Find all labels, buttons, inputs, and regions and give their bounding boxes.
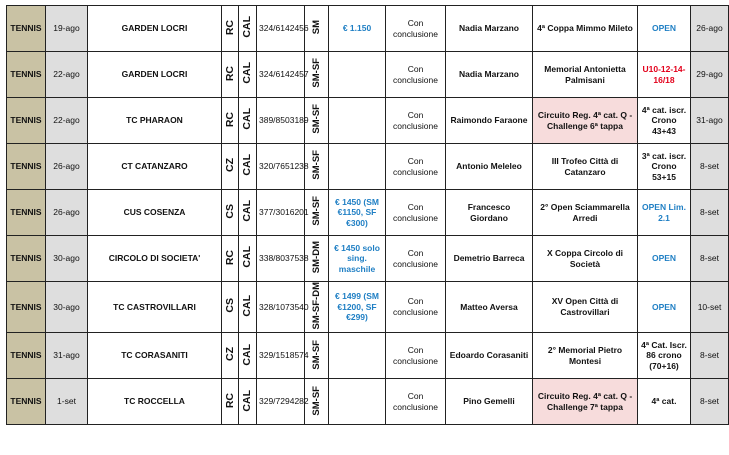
table-row (7, 379, 729, 425)
category-cell-text: SM (310, 20, 322, 35)
prize-money-cell: € 1450 (SM €1150, SF €300) (329, 190, 386, 236)
formula-cell: Con conclusione (386, 333, 446, 379)
open-limit-cell: 4ª cat. iscr. Crono 43+43 (638, 98, 691, 144)
referee-cell: Edoardo Corasaniti (446, 333, 533, 379)
province-cell (222, 190, 239, 236)
table-row (7, 236, 729, 282)
province-cell (222, 236, 239, 282)
referee-cell: Nadia Marzano (446, 6, 533, 52)
formula-cell: Con conclusione (386, 282, 446, 333)
end-date-cell: 8-set (691, 379, 729, 425)
open-limit-cell: 4ª Cat. Iscr. 86 crono (70+16) (638, 333, 691, 379)
referee-cell: Demetrio Barreca (446, 236, 533, 282)
event-name-cell: X Coppa Circolo di Società (533, 236, 638, 282)
end-date-cell: 8-set (691, 144, 729, 190)
province-cell-text: RC (224, 19, 236, 35)
phone-cell: 389/8503189 (257, 98, 305, 144)
open-limit-cell: U10-12-14-16/18 (638, 52, 691, 98)
region-cell (239, 144, 257, 190)
table-row (7, 6, 729, 52)
province-cell-text: RC (224, 249, 236, 265)
phone-cell: 338/8037538 (257, 236, 305, 282)
region-cell-text: CAL (241, 246, 253, 268)
region-cell (239, 236, 257, 282)
formula-cell: Con conclusione (386, 379, 446, 425)
table-row (7, 190, 729, 236)
prize-money-cell: € 1450 solo sing. maschile (329, 236, 386, 282)
phone-cell: 329/1518574 (257, 333, 305, 379)
phone-cell: 377/3016201 (257, 190, 305, 236)
start-date-cell: 19-ago (46, 6, 88, 52)
event-name-cell: 4ª Coppa Mimmo Mileto (533, 6, 638, 52)
region-cell (239, 98, 257, 144)
club-name-cell: TC CORASANITI (88, 333, 222, 379)
event-name-cell: Circuito Reg. 4ª cat. Q - Challenge 6ª tappa (533, 98, 638, 144)
category-cell-text: SM-SF (310, 339, 322, 370)
phone-cell: 320/7651238 (257, 144, 305, 190)
open-limit-cell: 4ª cat. (638, 379, 691, 425)
province-cell (222, 52, 239, 98)
sport-cell: TENNIS (7, 282, 46, 333)
phone-cell: 329/7294282 (257, 379, 305, 425)
start-date-cell: 22-ago (46, 98, 88, 144)
sport-cell: TENNIS (7, 98, 46, 144)
prize-money-cell: € 1499 (SM €1200, SF €299) (329, 282, 386, 333)
table-body (7, 6, 729, 425)
province-cell (222, 282, 239, 333)
province-cell (222, 144, 239, 190)
region-cell (239, 52, 257, 98)
club-name-cell: TC ROCCELLA (88, 379, 222, 425)
sport-cell: TENNIS (7, 144, 46, 190)
sport-cell: TENNIS (7, 52, 46, 98)
category-cell-text: SM-DM (310, 241, 322, 274)
category-cell-text: SM-SF-DM (310, 282, 322, 330)
province-cell-text: CS (224, 298, 236, 314)
end-date-cell: 10-set (691, 282, 729, 333)
prize-money-cell (329, 98, 386, 144)
region-cell-text: CAL (241, 154, 253, 176)
region-cell (239, 190, 257, 236)
open-limit-cell: 3ª cat. iscr. Crono 53+15 (638, 144, 691, 190)
province-cell (222, 379, 239, 425)
province-cell-text: CS (224, 203, 236, 219)
province-cell-text: RC (224, 65, 236, 81)
prize-money-cell (329, 144, 386, 190)
table-row (7, 333, 729, 379)
region-cell (239, 6, 257, 52)
end-date-cell: 26-ago (691, 6, 729, 52)
region-cell-text: CAL (241, 200, 253, 222)
club-name-cell: CUS COSENZA (88, 190, 222, 236)
category-cell-text: SM-SF (310, 196, 322, 226)
tournament-calendar-table (6, 5, 729, 425)
open-limit-cell: OPEN Lim. 2.1 (638, 190, 691, 236)
open-limit-cell: OPEN (638, 236, 691, 282)
prize-money-cell (329, 379, 386, 425)
club-name-cell: TC CASTROVILLARI (88, 282, 222, 333)
formula-cell: Con conclusione (386, 190, 446, 236)
province-cell-text: CZ (224, 158, 236, 173)
end-date-cell: 29-ago (691, 52, 729, 98)
event-name-cell: XV Open Città di Castrovillari (533, 282, 638, 333)
sport-cell: TENNIS (7, 190, 46, 236)
region-cell (239, 282, 257, 333)
club-name-cell: CIRCOLO DI SOCIETA' (88, 236, 222, 282)
start-date-cell: 30-ago (46, 236, 88, 282)
start-date-cell: 1-set (46, 379, 88, 425)
formula-cell: Con conclusione (386, 144, 446, 190)
formula-cell: Con conclusione (386, 98, 446, 144)
prize-money-cell (329, 333, 386, 379)
open-limit-cell: OPEN (638, 282, 691, 333)
region-cell-text: CAL (241, 389, 253, 412)
table-row (7, 282, 729, 333)
referee-cell: Raimondo Faraone (446, 98, 533, 144)
club-name-cell: TC PHARAON (88, 98, 222, 144)
province-cell-text: RC (224, 392, 236, 408)
province-cell (222, 6, 239, 52)
formula-cell: Con conclusione (386, 6, 446, 52)
category-cell-text: SM-SF (310, 150, 322, 180)
event-name-cell: Memorial Antonietta Palmisani (533, 52, 638, 98)
region-cell-text: CAL (241, 294, 253, 317)
end-date-cell: 8-set (691, 190, 729, 236)
prize-money-cell (329, 52, 386, 98)
region-cell-text: CAL (241, 108, 253, 130)
referee-cell: Matteo Aversa (446, 282, 533, 333)
region-cell-text: CAL (241, 16, 253, 38)
sport-cell: TENNIS (7, 333, 46, 379)
referee-cell: Antonio Meleleo (446, 144, 533, 190)
formula-cell: Con conclusione (386, 236, 446, 282)
end-date-cell: 31-ago (691, 98, 729, 144)
start-date-cell: 26-ago (46, 144, 88, 190)
category-cell-text: SM-SF (310, 104, 322, 134)
phone-cell: 324/6142457 (257, 52, 305, 98)
phone-cell: 324/6142456 (257, 6, 305, 52)
region-cell-text: CAL (241, 62, 253, 84)
sport-cell: TENNIS (7, 6, 46, 52)
club-name-cell: GARDEN LOCRI (88, 52, 222, 98)
region-cell-text: CAL (241, 343, 253, 366)
event-name-cell: Circuito Reg. 4ª cat. Q - Challenge 7ª tappa (533, 379, 638, 425)
event-name-cell: 2° Open Sciammarella Arredi (533, 190, 638, 236)
region-cell (239, 379, 257, 425)
open-limit-cell: OPEN (638, 6, 691, 52)
table-row (7, 98, 729, 144)
province-cell-text: RC (224, 111, 236, 127)
start-date-cell: 26-ago (46, 190, 88, 236)
start-date-cell: 30-ago (46, 282, 88, 333)
start-date-cell: 31-ago (46, 333, 88, 379)
sport-cell: TENNIS (7, 236, 46, 282)
province-cell (222, 333, 239, 379)
prize-money-cell: € 1.150 (329, 6, 386, 52)
referee-cell: Pino Gemelli (446, 379, 533, 425)
region-cell (239, 333, 257, 379)
table-row (7, 144, 729, 190)
province-cell (222, 98, 239, 144)
category-cell-text: SM-SF (310, 58, 322, 88)
formula-cell: Con conclusione (386, 52, 446, 98)
end-date-cell: 8-set (691, 236, 729, 282)
sport-cell: TENNIS (7, 379, 46, 425)
category-cell-text: SM-SF (310, 385, 322, 416)
event-name-cell: 2° Memorial Pietro Montesi (533, 333, 638, 379)
province-cell-text: CZ (224, 347, 236, 362)
end-date-cell: 8-set (691, 333, 729, 379)
start-date-cell: 22-ago (46, 52, 88, 98)
referee-cell: Francesco Giordano (446, 190, 533, 236)
table-row (7, 52, 729, 98)
referee-cell: Nadia Marzano (446, 52, 533, 98)
club-name-cell: CT CATANZARO (88, 144, 222, 190)
club-name-cell: GARDEN LOCRI (88, 6, 222, 52)
phone-cell: 328/1073540 (257, 282, 305, 333)
event-name-cell: III Trofeo Città di Catanzaro (533, 144, 638, 190)
